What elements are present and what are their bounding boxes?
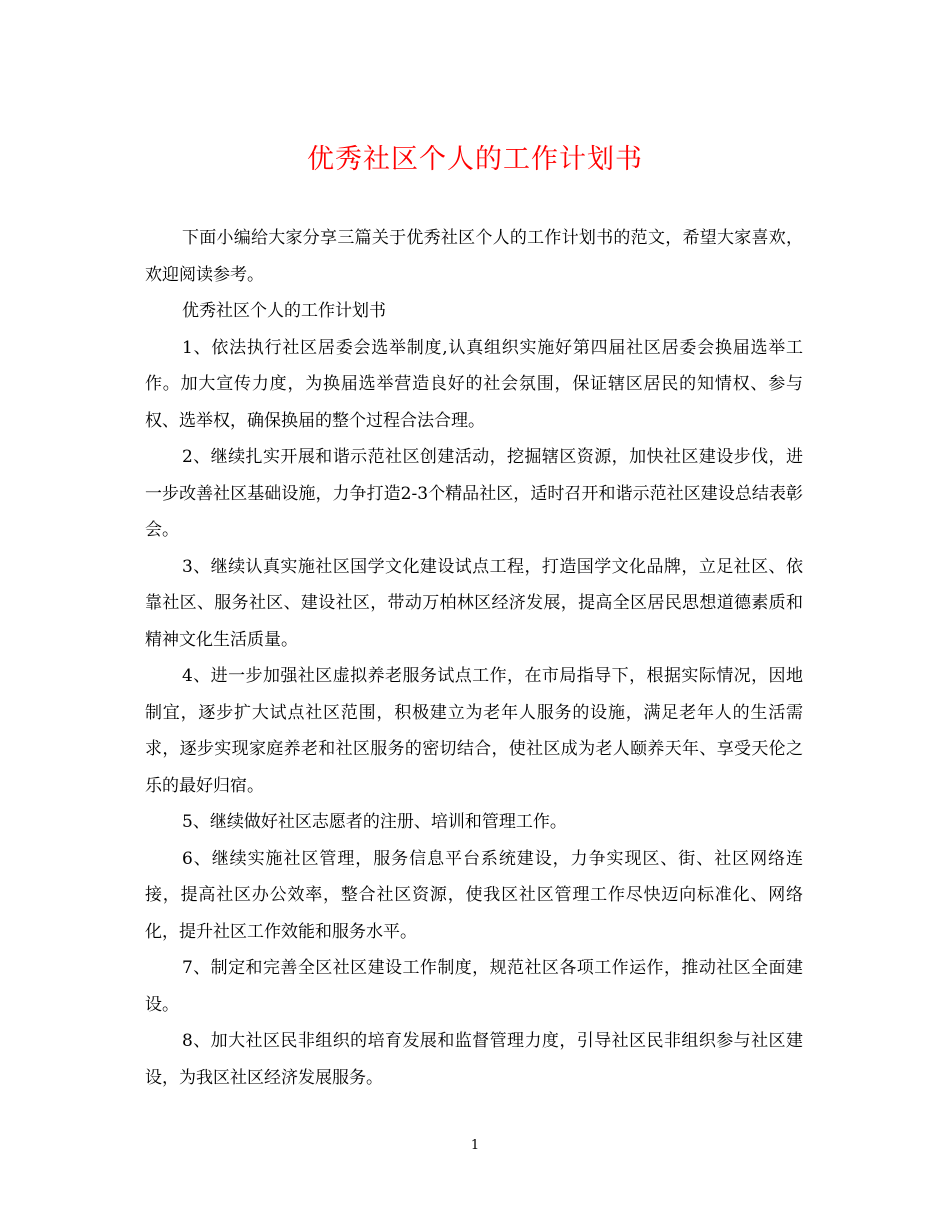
page-title: 优秀社区个人的工作计划书 <box>307 144 643 175</box>
plan-item-3: 3、继续认真实施社区国学文化建设试点工程，打造国学文化品牌，立足社区、依靠社区、服务社区、建设社区，带动万柏林区经济发展，提高全区居民思想道德素质和精神文化生活质量。 <box>145 556 803 650</box>
plan-item-2: 2、继续扎实开展和谐示范社区创建活动，挖掘辖区资源，加快社区建设步伐，进一步改善社区基础设施，力争打造2-3个精品社区，适时召开和谐示范社区建设总结表彰会。 <box>145 447 803 540</box>
plan-item-4: 4、进一步加强社区虚拟养老服务试点工作，在市局指导下，根据实际情况，因地制宜，逐步扩大试点社区范围，积极建立为老年人服务的设施，满足老年人的生活需求，逐步实现家庭养老和社区服务的密切结合，使社区成为老人颐养天年、享受天伦之乐的最好归宿。 <box>145 666 803 796</box>
intro-paragraph: 下面小编给大家分享三篇关于优秀社区个人的工作计划书的范文，希望大家喜欢，欢迎阅读参考。 <box>145 228 803 285</box>
page-number: 1 <box>470 1138 480 1153</box>
plan-item-8: 8、加大社区民非组织的培育发展和监督管理力度，引导社区民非组织参与社区建设，为我区社区经济发展服务。 <box>145 1031 803 1088</box>
document-body <box>145 220 803 1096</box>
plan-item-7: 7、制定和完善全区社区建设工作制度，规范社区各项工作运作，推动社区全面建设。 <box>145 958 803 1015</box>
plan-item-1: 1、依法执行社区居委会选举制度,认真组织实施好第四届社区居委会换届选举工作。加大宣传力度，为换届选举营造良好的社会氛围，保证辖区居民的知情权、参与权、选举权，确保换届的整个过程合法合理。 <box>145 337 803 431</box>
plan-item-5: 5、继续做好社区志愿者的注册、培训和管理工作。 <box>182 812 567 832</box>
plan-item-6: 6、继续实施社区管理，服务信息平台系统建设，力争实现区、街、社区网络连接，提高社区办公效率，整合社区资源，使我区社区管理工作尽快迈向标准化、网络化，提升社区工作效能和服务水平。 <box>145 848 803 942</box>
section-heading: 优秀社区个人的工作计划书 <box>182 301 386 321</box>
